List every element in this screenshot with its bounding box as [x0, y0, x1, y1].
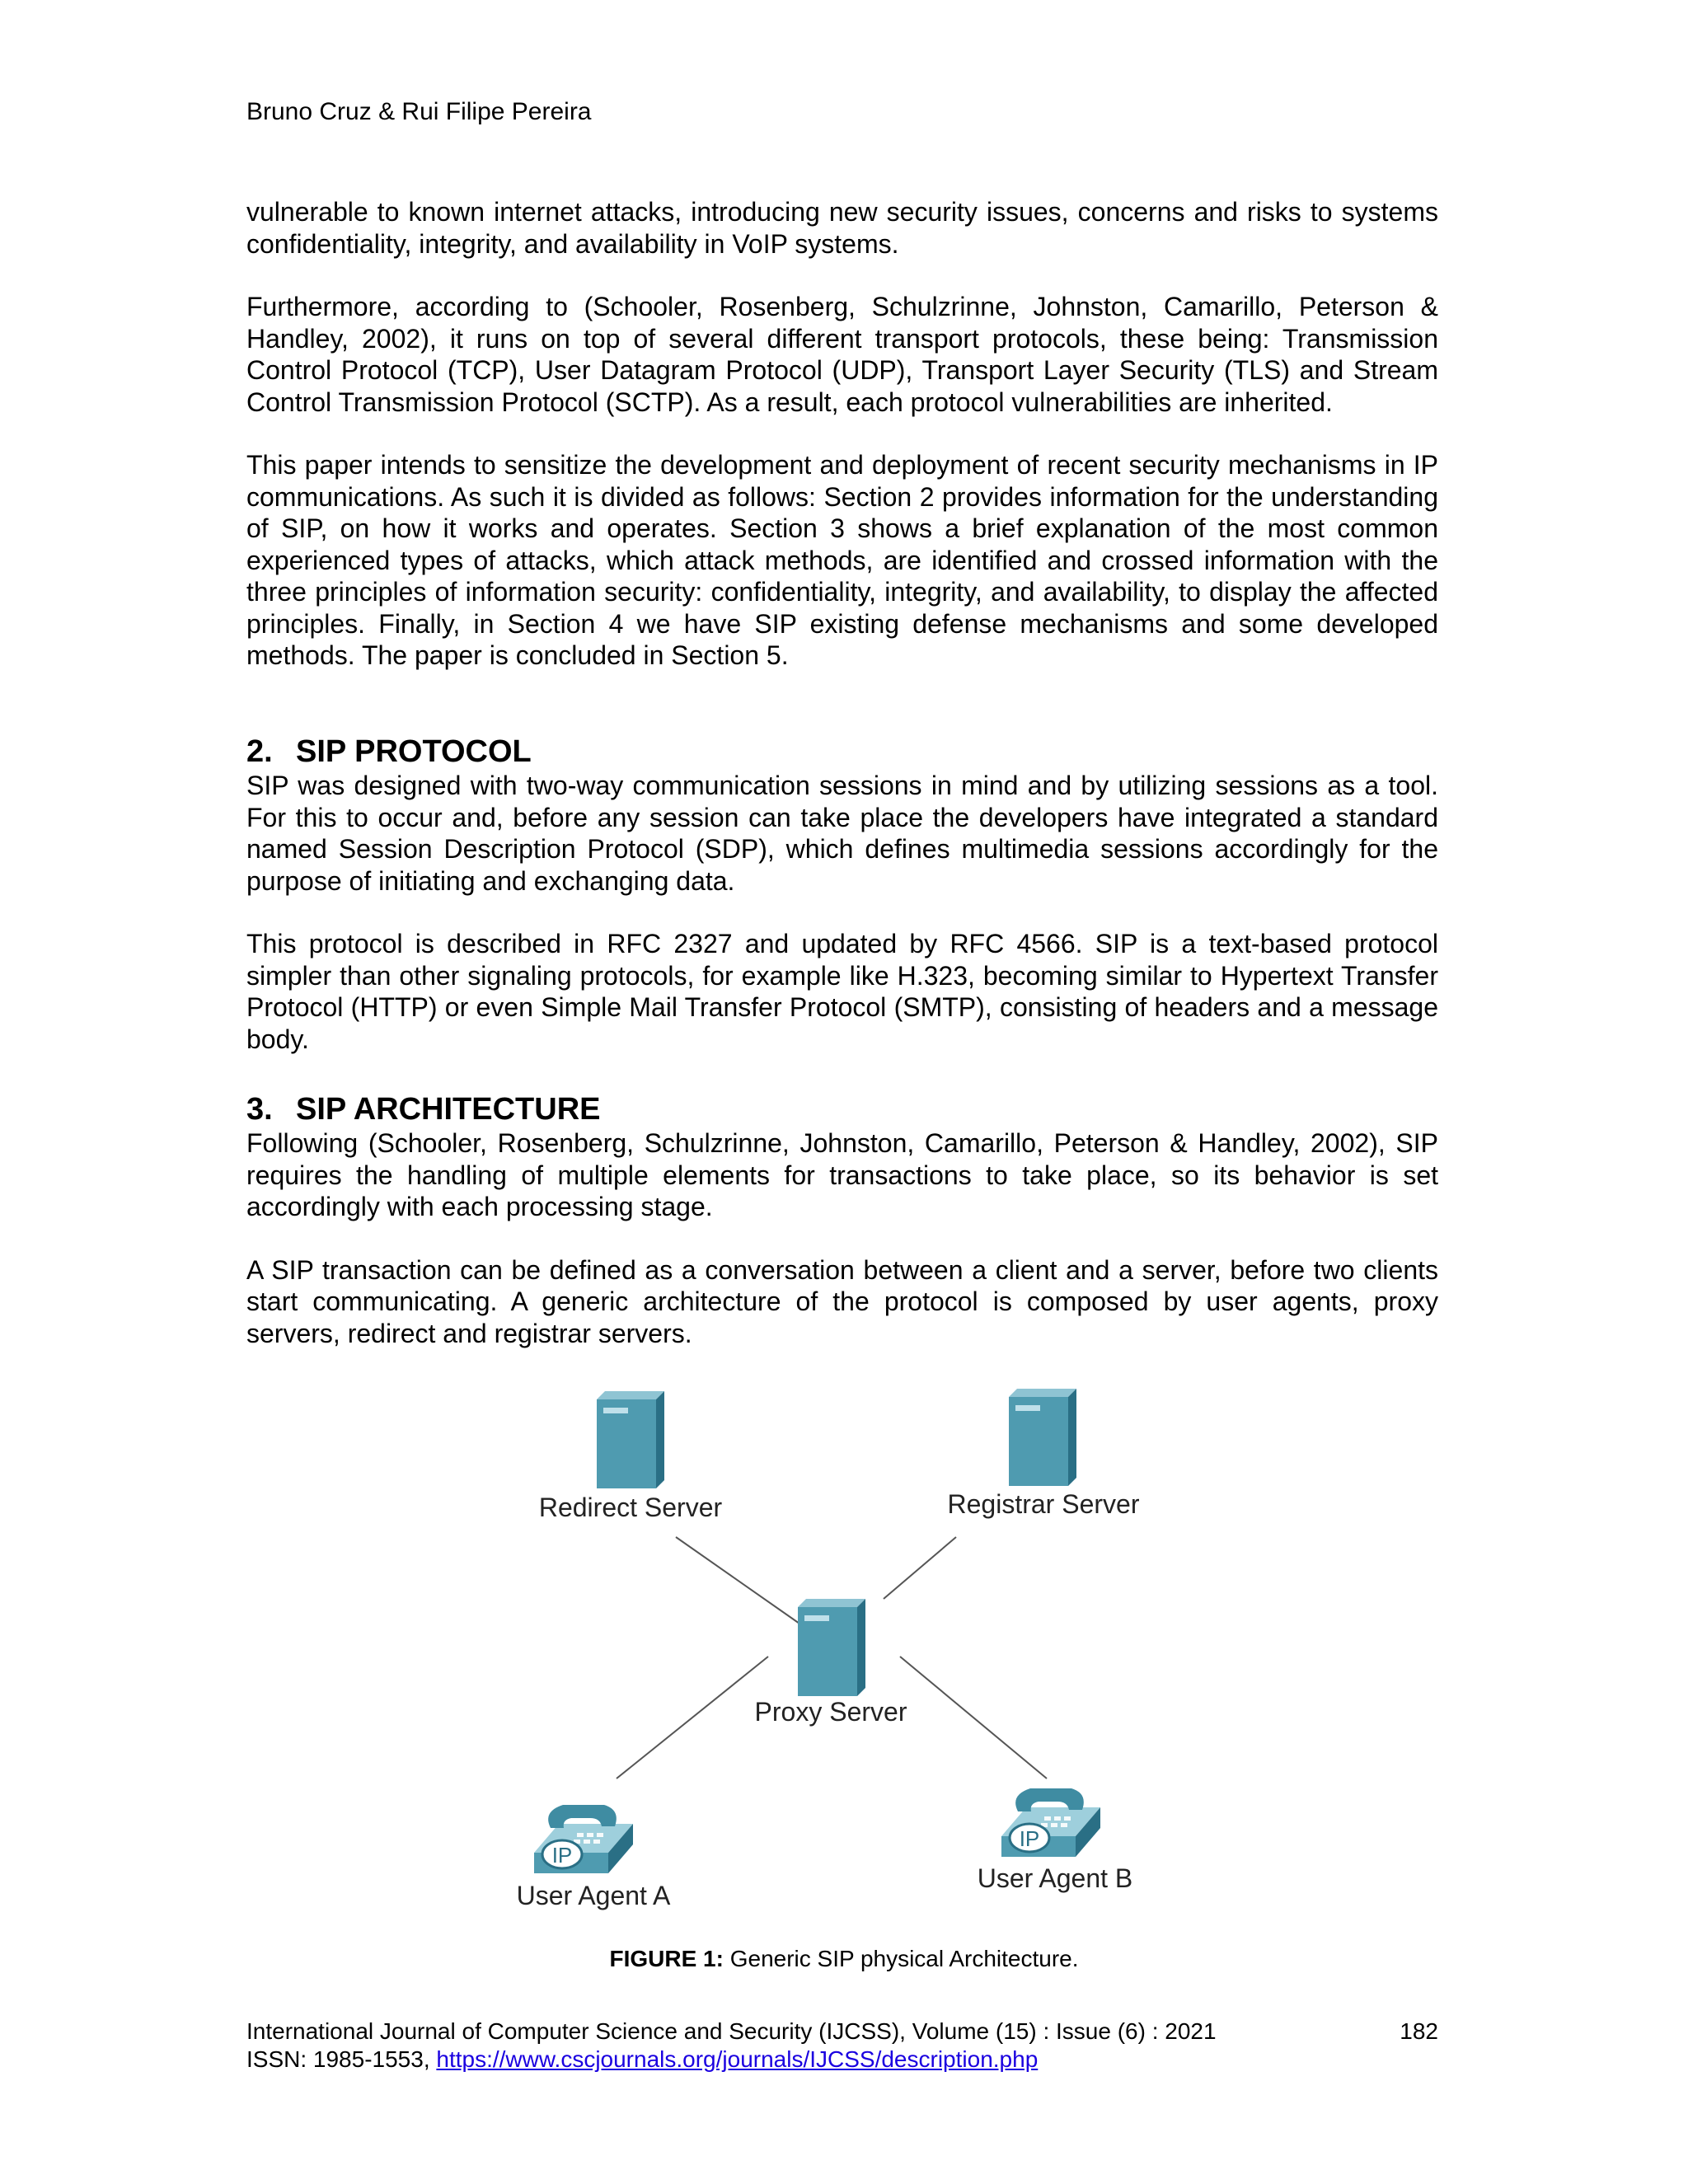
section-3-title: SIP ARCHITECTURE: [296, 1092, 601, 1127]
page-footer: [246, 2018, 1438, 2074]
section-2-title: SIP PROTOCOL: [296, 734, 532, 769]
intro-paragraph-1: vulnerable to known internet attacks, introducing new security issues, concerns and risks to systems confidentiality, integrity, and availability in VoIP systems.: [246, 197, 1438, 259]
link-proxy-agent-a: [617, 1657, 768, 1779]
link-proxy-agent-b: [900, 1657, 1047, 1779]
link-registrar-proxy: [884, 1537, 956, 1599]
proxy-server-label: Proxy Server: [754, 1697, 907, 1727]
footer-journal-line: [246, 2018, 1438, 2046]
footer-issn: ISSN: 1985-1553,: [246, 2046, 430, 2072]
running-header-author: Bruno Cruz & Rui Filipe Pereira: [246, 98, 592, 125]
proxy-server-icon: [798, 1599, 865, 1696]
section-3-paragraph-1: Following (Schooler, Rosenberg, Schulzrinne, Johnston, Camarillo, Peterson & Handley, 2002), SIP requires the handling of multiple elements for transactions to take place, so its behavior is set accordingly with each processing stage.: [246, 1128, 1438, 1221]
section-3-number: 3.: [246, 1092, 273, 1127]
user-agent-b-ip-badge: IP: [1019, 1826, 1040, 1851]
sip-architecture-figure: [478, 1385, 1187, 1929]
footer-issn-line: [246, 2046, 1438, 2074]
user-agent-a-phone-icon: [534, 1805, 633, 1873]
section-3-paragraph-2: A SIP transaction can be defined as a conversation between a client and a server, before two clients start communicating. A generic architecture of the protocol is composed by user agents, proxy servers, redirect and registrar servers.: [246, 1254, 1438, 1348]
link-redirect-proxy: [676, 1537, 799, 1624]
section-3-heading: [246, 1091, 1438, 1127]
intro-paragraph-2: Furthermore, according to (Schooler, Rosenberg, Schulzrinne, Johnston, Camarillo, Peterson & Handley, 2002), it runs on top of several different transport protocols, these being: Transmission Control Protocol (TCP), User Datagram Protocol (UDP), Transport Layer Security (TLS) and Stream Control Transmission Protocol (SCTP). As a result, each protocol vulnerabilities are inherited.: [246, 292, 1438, 417]
intro-block: [246, 196, 1438, 672]
section-3: [246, 1091, 1438, 1349]
section-2-paragraph-1: SIP was designed with two-way communication sessions in mind and by utilizing sessions as a tool. For this to occur and, before any session can take place the developers have integrated a standard named Session Description Protocol (SDP), which defines multimedia sessions accordingly for the purpose of initiating and exchanging data.: [246, 771, 1438, 896]
page-number: 182: [1400, 2018, 1438, 2044]
intro-paragraph-3: This paper intends to sensitize the development and deployment of recent security mechanisms in IP communications. As such it is divided as follows: Section 2 provides information for the understanding of SIP, on how it works and operates. Section 3 shows a brief explanation of the most common experienced types of attacks, which attack methods, are identified and crossed information with the three principles of information security: confidentiality, integrity, and availability, to display the affected principles. Finally, in Section 4 we have SIP existing defense mechanisms and some developed methods. The paper is concluded in Section 5.: [246, 450, 1438, 670]
figure-caption: [0, 1945, 1688, 1973]
user-agent-b-phone-icon: [1001, 1788, 1100, 1857]
journal-url-link[interactable]: https://www.cscjournals.org/journals/IJCSS/description.php: [436, 2046, 1039, 2072]
redirect-server-icon: [597, 1391, 664, 1488]
user-agent-b-label: User Agent B: [977, 1863, 1133, 1893]
user-agent-a-label: User Agent A: [516, 1881, 671, 1910]
figure-caption-text: Generic SIP physical Architecture.: [729, 1946, 1079, 1971]
registrar-server-label: Registrar Server: [947, 1489, 1140, 1519]
figure-caption-label: FIGURE 1:: [609, 1946, 724, 1971]
registrar-server-icon: [1009, 1389, 1076, 1486]
section-2-paragraph-2: This protocol is described in RFC 2327 and updated by RFC 4566. SIP is a text-based protocol simpler than other signaling protocols, for example like H.323, becoming similar to Hypertext Transfer Protocol (HTTP) or even Simple Mail Transfer Protocol (SMTP), consisting of headers and a message body.: [246, 929, 1438, 1054]
user-agent-a-ip-badge: IP: [551, 1843, 573, 1868]
footer-journal: International Journal of Computer Science and Security (IJCSS), Volume (15) : Issue (6) : 2021: [246, 2018, 1217, 2044]
section-2-number: 2.: [246, 734, 273, 769]
redirect-server-label: Redirect Server: [538, 1493, 723, 1522]
section-2: [246, 733, 1438, 1055]
section-2-heading: [246, 733, 1438, 770]
sip-architecture-diagram: [478, 1385, 1187, 1929]
